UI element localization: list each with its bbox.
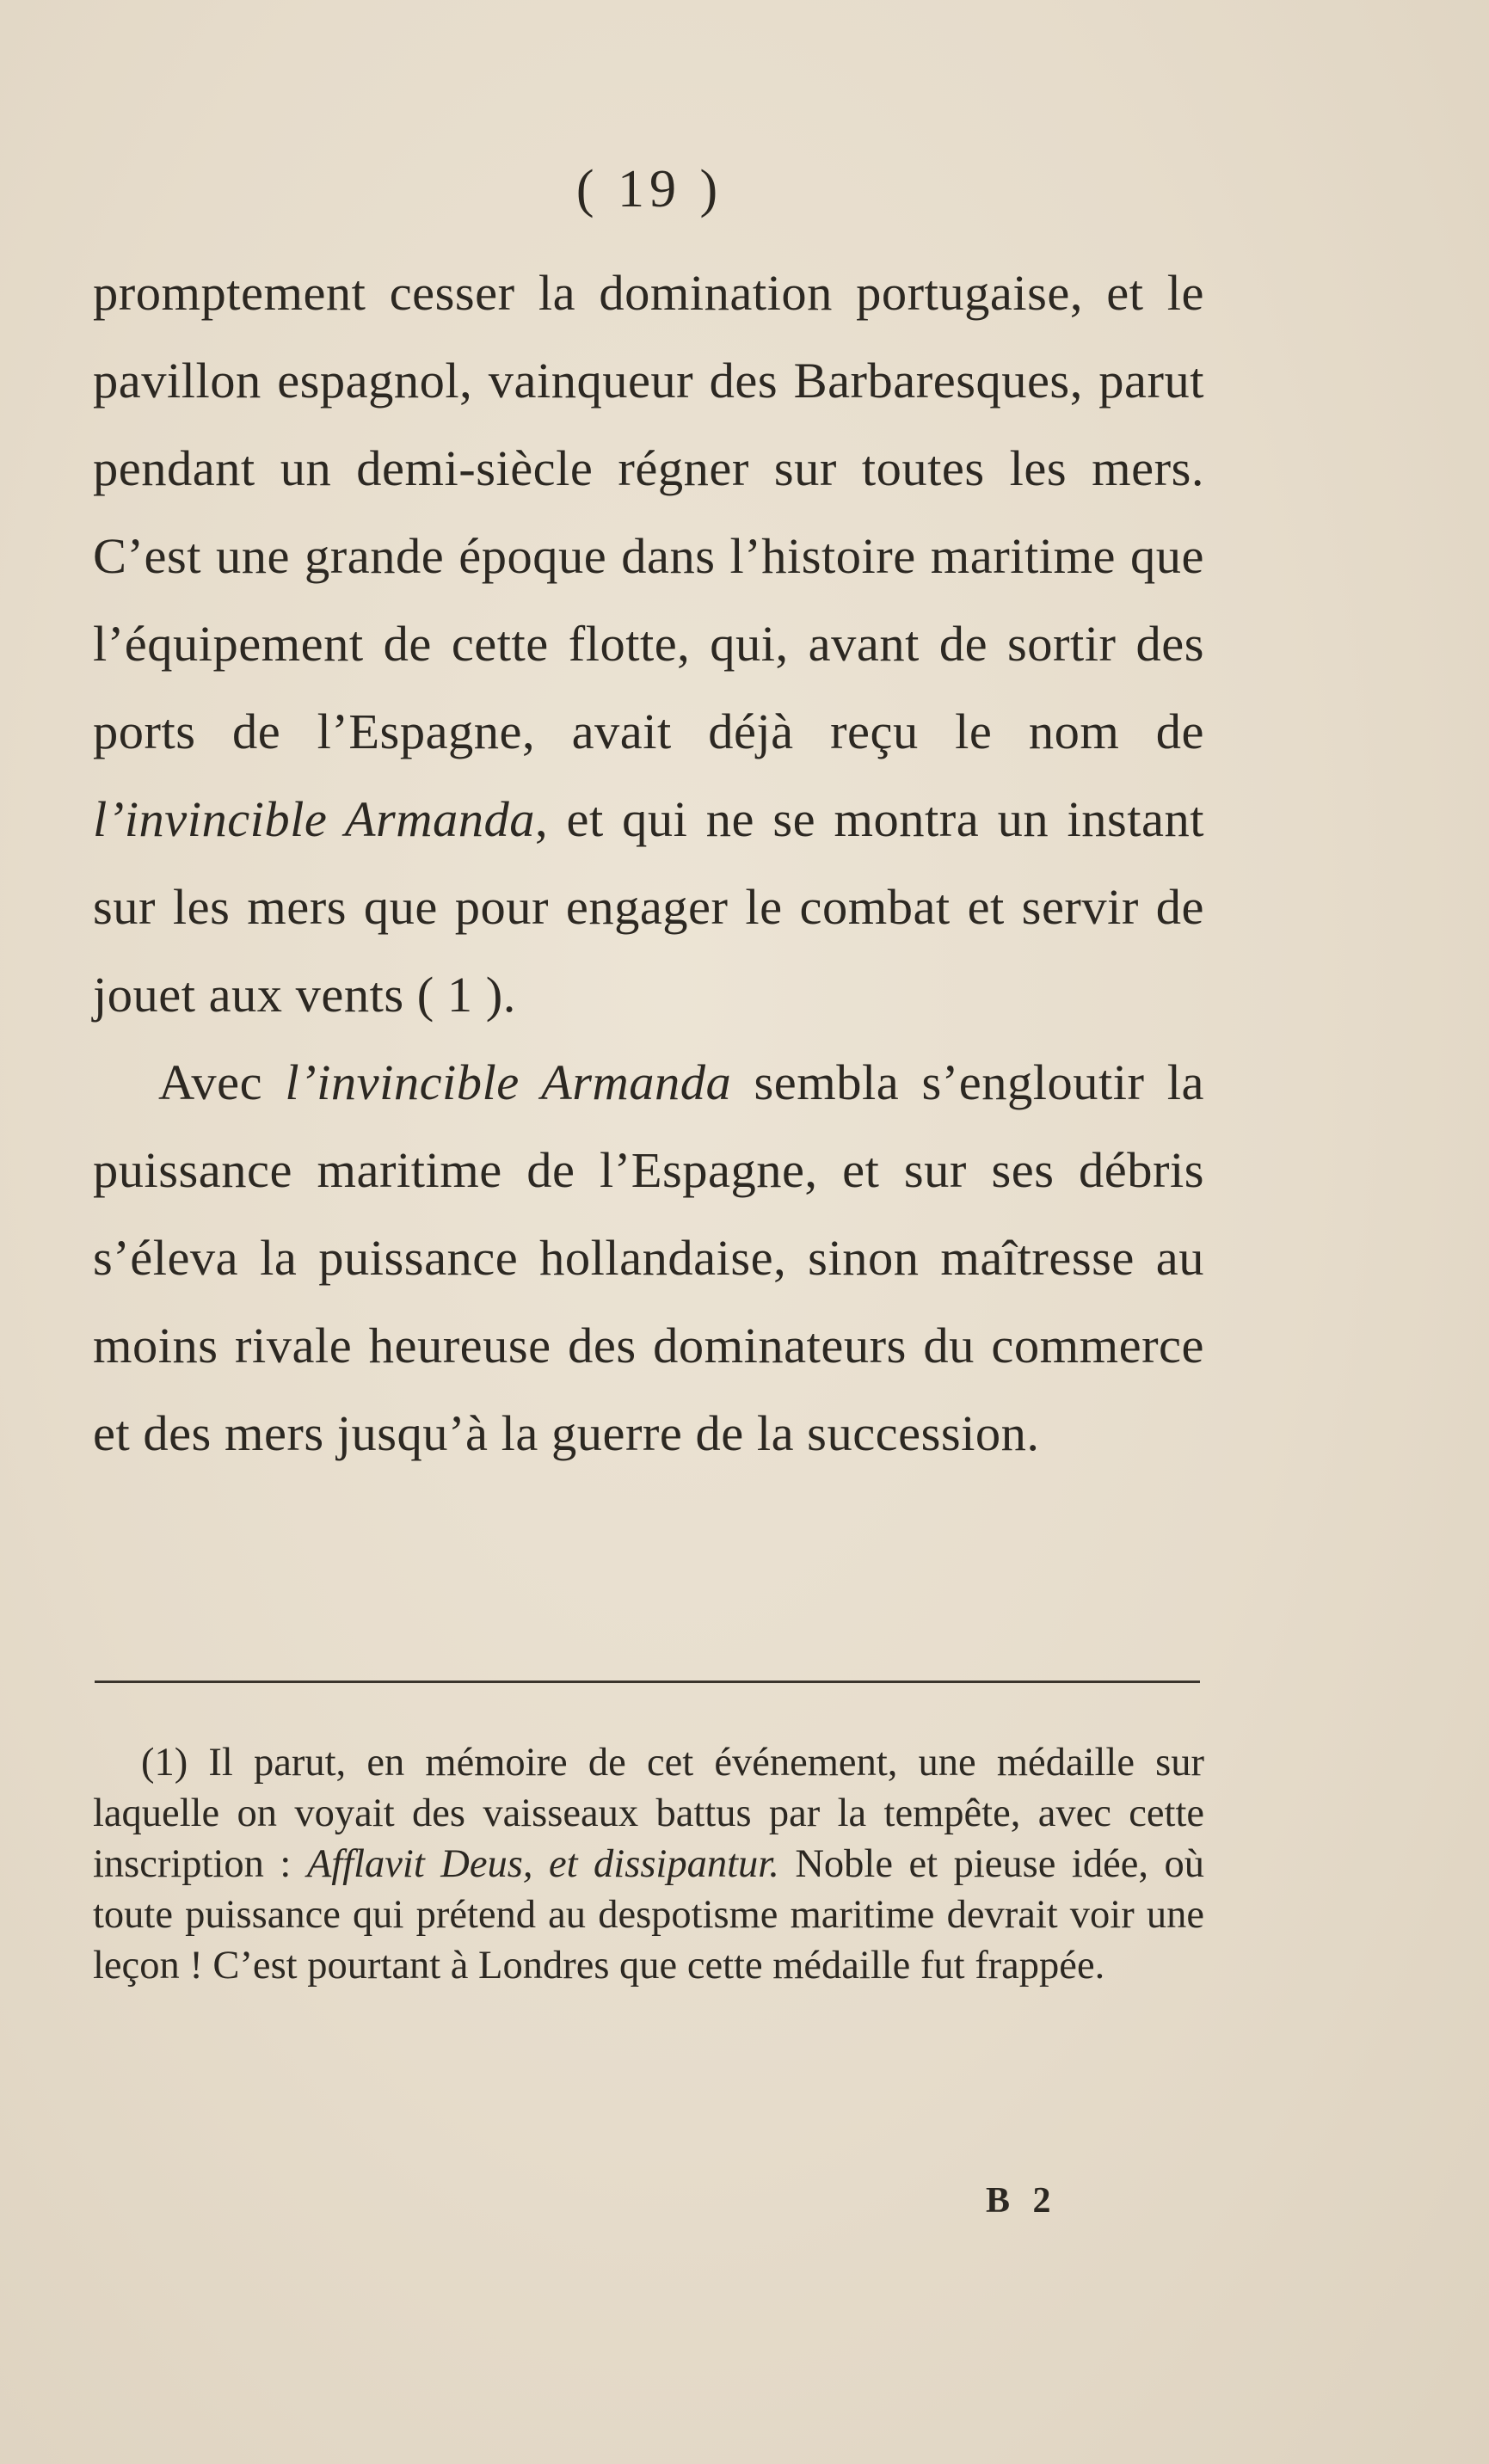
paragraph-1-italic-title: l’invincible Armanda: [93, 791, 535, 847]
page-number: ( 19 ): [575, 160, 723, 218]
paragraph-1-text-end: , et qui ne se montra un instant sur les mers que pour engager le combat et servir de jouet aux vents ( 1 ).: [93, 791, 1204, 1023]
footnote-text-end: Noble et pieuse idée, où toute puissance qui prétend au despotisme maritime devrait voir une leçon ! C’est pourtant à Londres que cette médaille fut frappée.: [93, 1842, 1204, 1988]
main-text: [93, 249, 1204, 1478]
footnote-text-start: (1) Il parut, en mémoire de cet événement, une médaille sur laquelle on voyait des vaisseaux battus par la tempête, avec cette inscription :: [93, 1741, 1204, 1886]
signature-mark: B 2: [986, 2181, 1058, 2221]
footnote-paragraph: [93, 1737, 1204, 1991]
footnote: [93, 1737, 1204, 1991]
paragraph-2-italic-title: l’invincible Armanda: [285, 1054, 732, 1110]
footnote-divider: [95, 1681, 1200, 1683]
paragraph-2: [93, 1039, 1204, 1478]
footnote-italic-inscription: Afflavit Deus, et dissipantur.: [306, 1842, 779, 1886]
paragraph-1: [93, 249, 1204, 1039]
paragraph-1-text-start: promptement cesser la domination portugaise, et le pavillon espagnol, vainqueur des Barbaresques, parut pendant un demi-siècle régner sur toutes les mers. C’est une grande époque dans l’histoire maritime que l’équipement de cette flotte, qui, avant de sortir des ports de l’Espagne, avait déjà reçu le nom de: [93, 265, 1204, 759]
paragraph-2-text-start: Avec: [158, 1054, 286, 1110]
paragraph-2-text-end: sembla s’engloutir la puissance maritime de l’Espagne, et sur ses débris s’éleva la puissance hollandaise, sinon maîtresse au moins rivale heureuse des dominateurs du commerce et des mers jusqu’à la guerre de la succession.: [93, 1054, 1204, 1461]
